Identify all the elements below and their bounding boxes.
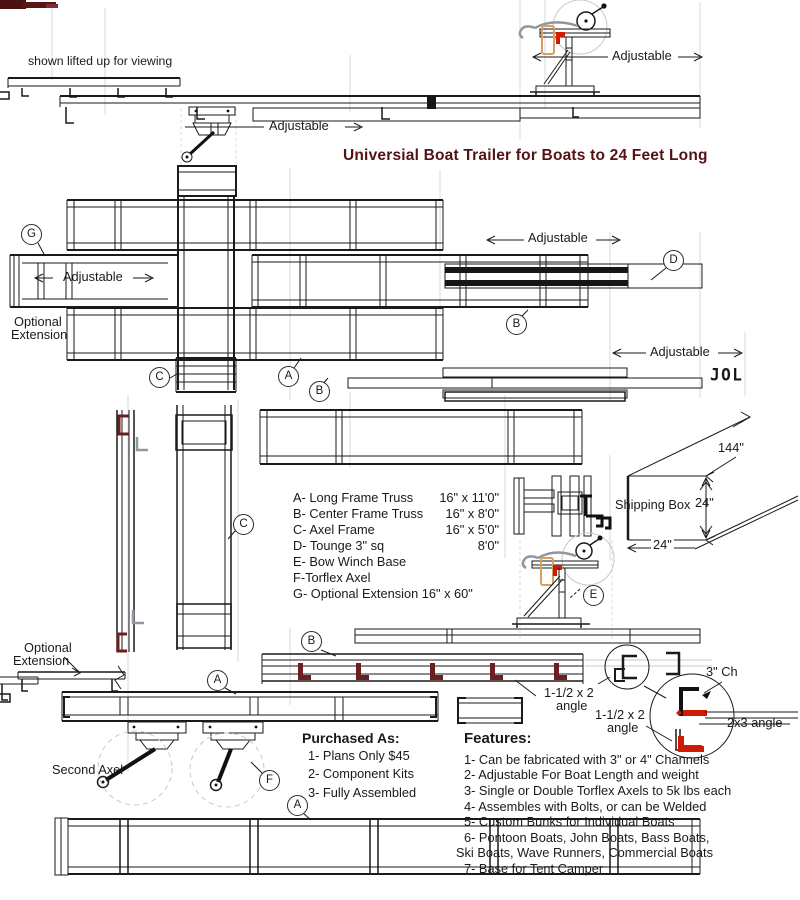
callout-f: F — [259, 770, 280, 791]
callout-a-mid: A — [207, 670, 228, 691]
parts-row-d: D- Tounge 3" sq 8'0" — [293, 538, 499, 553]
callout-b-bottom: B — [301, 631, 322, 652]
purchased-item: 3- Fully Assembled — [308, 784, 417, 800]
feature-item: 3- Single or Double Torflex Axels to 5k lbs each — [464, 782, 732, 798]
dimension-arrows-top — [185, 53, 702, 131]
features-heading: Features: — [464, 730, 532, 747]
purchased-as-block — [302, 731, 416, 802]
angle-2x3-label: 2x3 angle — [727, 715, 783, 730]
callout-c-top: C — [149, 367, 170, 388]
feature-item: 7- Base for Tent Camper — [464, 860, 604, 876]
feature-item: Ski Boats, Wave Runners, Commercial Boats — [456, 845, 713, 861]
shipping-box-drawing — [628, 412, 798, 552]
optional-extension-label-top-2: Extension — [11, 327, 68, 342]
adjustable-label-tongue: Adjustable — [269, 118, 329, 133]
adjustable-label-winch: Adjustable — [612, 48, 672, 63]
callout-c-mid: C — [233, 514, 254, 535]
feature-item: 6- Pontoon Boats, John Boats, Bass Boats, — [464, 829, 710, 845]
purchased-item: 2- Component Kits — [308, 766, 414, 782]
callout-a-top: A — [278, 366, 299, 387]
adjustable-label-mid: Adjustable — [528, 230, 588, 245]
page-title: Universial Boat Trailer for Boats to 24 Feet Long — [343, 147, 708, 164]
torflex-axle-drawing — [514, 476, 610, 536]
callout-a-bottom: A — [287, 795, 308, 816]
shown-lifted-note: shown lifted up for viewing — [28, 54, 173, 68]
optional-extension-label-bottom-2: Extension — [13, 653, 70, 668]
angle-size-label-1: 1-1/2 x 2 — [544, 685, 594, 700]
feature-item: 5- Custom Bunks for Individual Boats — [464, 814, 675, 830]
purchased-as-heading: Purchased As: — [302, 730, 400, 746]
channel-3in-label: 3" Ch — [706, 664, 738, 679]
bow-winch-bottom-drawing — [512, 533, 614, 628]
coupler-drawing — [178, 107, 236, 196]
parts-row-e: E- Bow Winch Base — [293, 554, 407, 569]
corner-red-mark — [0, 0, 58, 9]
frame-top-view-drawing — [10, 196, 742, 398]
dim-24-bottom: 24" — [653, 537, 672, 552]
dim-24-side: 24" — [695, 495, 714, 510]
shipping-box-label: Shipping Box — [615, 497, 691, 512]
optional-extension-label-bottom-1: Optional — [24, 640, 72, 655]
parts-row-g: G- Optional Extension 16" x 60" — [293, 586, 473, 601]
parts-list — [293, 490, 499, 602]
jol-logo: JOL — [710, 364, 744, 385]
second-axel-label: Second Axel — [52, 762, 124, 777]
optional-extension-label-top-1: Optional — [14, 314, 62, 329]
parts-row-b: B- Center Frame Truss 16" x 8'0" — [293, 506, 499, 521]
dim-144: 144" — [718, 440, 744, 455]
parts-row-f: F-Torflex Axel — [293, 570, 371, 585]
callout-b-top: B — [309, 381, 330, 402]
angle-word-label-1: angle — [556, 698, 588, 713]
feature-item: 1- Can be fabricated with 3" or 4" Channels — [464, 751, 710, 767]
adjustable-label-right: Adjustable — [650, 344, 710, 359]
parts-row-c: C- Axel Frame 16" x 5'0" — [293, 522, 499, 537]
feature-item: 4- Assembles with Bolts, or can be Welded — [464, 798, 707, 814]
callout-e: E — [583, 585, 604, 606]
feature-item: 2- Adjustable For Boat Length and weight — [464, 767, 699, 783]
parts-row-a: A- Long Frame Truss 16" x 11'0" — [293, 490, 499, 505]
callout-d: D — [663, 250, 684, 271]
angle-size-label-2: 1-1/2 x 2 — [595, 707, 645, 722]
bow-winch-top-drawing — [520, 0, 610, 96]
angle-word-label-2: angle — [607, 720, 639, 735]
adjustable-label-extension: Adjustable — [63, 269, 123, 284]
callout-b-right: B — [506, 314, 527, 335]
purchased-item: 1- Plans Only $45 — [308, 747, 410, 763]
features-block — [456, 730, 732, 877]
callout-g: G — [21, 224, 42, 245]
